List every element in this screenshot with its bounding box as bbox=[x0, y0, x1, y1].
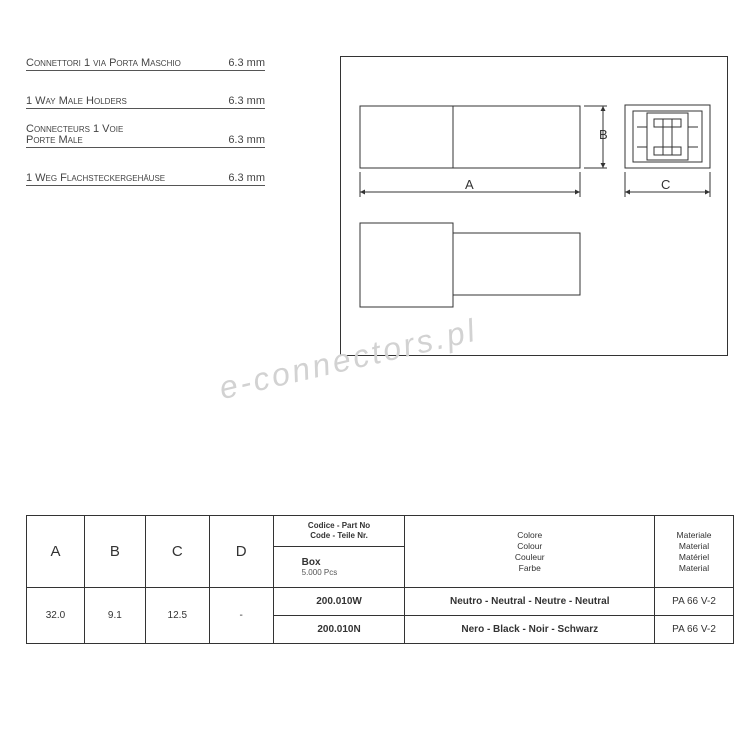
header-colour-fr: Couleur bbox=[514, 551, 545, 562]
part-code: 200.010W bbox=[273, 588, 405, 616]
spec-line-4 bbox=[26, 173, 265, 186]
spec-label: 1 Weg Flachsteckergehäuse bbox=[26, 172, 166, 184]
spec-value: 6.3 mm bbox=[228, 95, 265, 107]
header-b: B bbox=[84, 516, 145, 588]
dim-a-label: A bbox=[465, 177, 474, 192]
part-colour: Nero - Black - Noir - Schwarz bbox=[405, 616, 655, 644]
header-box bbox=[273, 547, 405, 588]
value-d: - bbox=[209, 588, 273, 644]
spec-line-1 bbox=[26, 58, 265, 71]
header-code-line-1: Codice - Part No bbox=[307, 521, 371, 530]
watermark: e-connectors.pl bbox=[215, 311, 481, 407]
spec-label: 1 Way Male Holders bbox=[26, 95, 127, 107]
header-code-line-2: Code - Teile Nr. bbox=[310, 531, 368, 540]
spec-label: Connettori 1 via Porta Maschio bbox=[26, 57, 181, 69]
header-material-it: Materiale bbox=[676, 529, 712, 540]
header-colour bbox=[405, 516, 655, 588]
top-view-outline bbox=[360, 223, 580, 307]
header-c: C bbox=[145, 516, 209, 588]
spec-value: 6.3 mm bbox=[228, 172, 265, 184]
header-a: A bbox=[27, 516, 85, 588]
spec-label-line-1: Connecteurs 1 Voie bbox=[26, 123, 124, 135]
header-colour-en: Colour bbox=[517, 540, 543, 551]
side-view-outline bbox=[360, 106, 580, 168]
part-colour: Neutro - Neutral - Neutre - Neutral bbox=[405, 588, 655, 616]
drawing-svg bbox=[341, 57, 727, 355]
part-material: PA 66 V-2 bbox=[655, 588, 734, 616]
part-code: 200.010N bbox=[273, 616, 405, 644]
spec-value: 6.3 mm bbox=[228, 57, 265, 69]
header-material-de: Material bbox=[678, 562, 710, 573]
technical-drawing bbox=[340, 56, 728, 356]
header-material-fr: Matériel bbox=[678, 551, 710, 562]
table-row bbox=[27, 588, 734, 616]
header-code bbox=[273, 516, 405, 547]
part-material: PA 66 V-2 bbox=[655, 616, 734, 644]
end-view-outline bbox=[625, 105, 710, 168]
value-c: 12.5 bbox=[145, 588, 209, 644]
value-b: 9.1 bbox=[84, 588, 145, 644]
header-colour-it: Colore bbox=[517, 529, 543, 540]
dim-b-label: B bbox=[599, 127, 608, 142]
value-a: 32.0 bbox=[27, 588, 85, 644]
spec-line-2 bbox=[26, 96, 265, 109]
spec-value: 6.3 mm bbox=[228, 134, 265, 146]
box-pcs: 5.000 Pcs bbox=[301, 568, 338, 577]
header-colour-de: Farbe bbox=[518, 562, 541, 573]
header-d: D bbox=[209, 516, 273, 588]
side-view-taper bbox=[453, 111, 580, 163]
box-title: Box bbox=[301, 557, 321, 568]
spec-line-3 bbox=[26, 124, 265, 148]
dim-c-label: C bbox=[661, 177, 671, 192]
header-material bbox=[655, 516, 734, 588]
header-material-en: Material bbox=[678, 540, 710, 551]
spec-label-line-2: Porte Male bbox=[26, 134, 83, 146]
spec-table bbox=[26, 515, 734, 644]
